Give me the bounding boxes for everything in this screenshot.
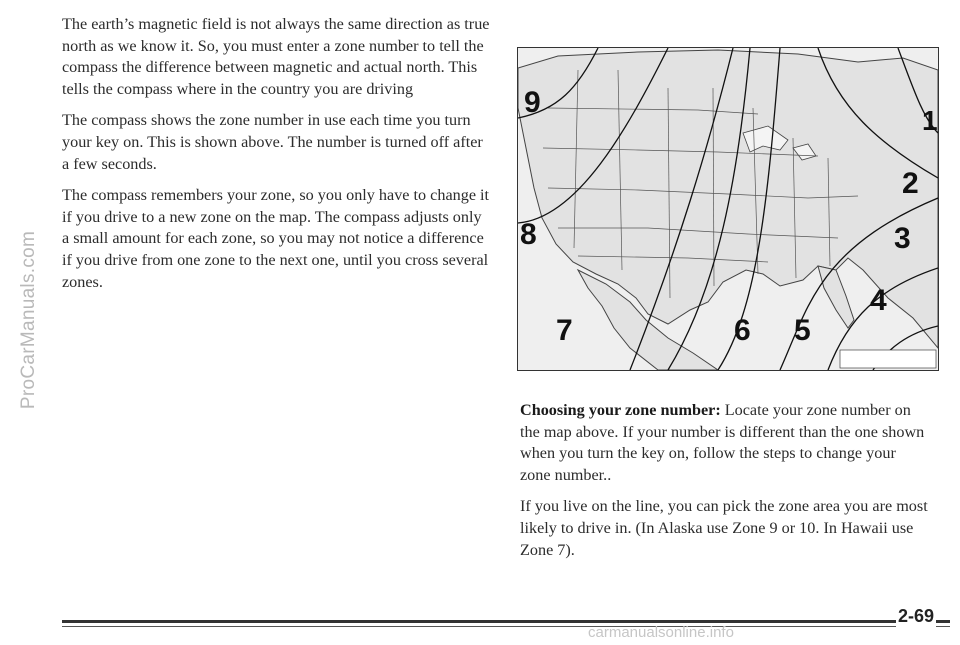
paragraph-magnetic-field: The earth’s magnetic field is not always the same direction as true north as we know it. So, you must enter a zone number to tell the compass the difference between magnetic and actual north. This tells the compass where in the country you are driving (62, 15, 490, 98)
footer-rule-thin (62, 626, 950, 627)
zone-label-2: 2 (902, 167, 919, 200)
choosing-zone-heading: Choosing your zone number: (520, 401, 721, 419)
zone-label-5: 5 (794, 314, 811, 347)
zone-label-9: 9 (524, 86, 541, 119)
side-watermark-text: ProCarManuals.com (18, 230, 39, 410)
florida (818, 266, 854, 328)
zone-label-3: 3 (894, 222, 911, 255)
page-number: 2-69 (898, 606, 935, 626)
footer-rule-thick (62, 620, 950, 623)
zone-label-8: 8 (520, 218, 537, 251)
right-column (520, 400, 930, 571)
zone-label-6: 6 (734, 314, 751, 347)
choosing-zone-text: Locate your zone number on the map above. If your number is different than the one shown when you turn the key on, follow the steps to change your zone number.. (520, 401, 925, 484)
side-watermark (14, 20, 44, 620)
paragraph-zone-memory: The compass remembers your zone, so you only have to change it if you drive to a new zone on the map. The compass adjusts only a small amount for each zone, so you may not notice a difference if you drive from one zone to the next one, until you cross several zones. (62, 186, 490, 291)
zone-label-4: 4 (870, 284, 887, 317)
paragraph-zone-display: The compass shows the zone number in use each time you turn your key on. This is shown above. The number is turned off after a few seconds. (62, 111, 483, 173)
map-legend-box (840, 350, 936, 368)
zone-label-1: 1 (922, 105, 938, 136)
zone-label-7: 7 (556, 314, 573, 347)
zone-map-graphic (518, 48, 938, 370)
paragraph-choosing-zone (520, 400, 930, 486)
left-column (62, 14, 492, 303)
compass-zone-map (517, 47, 939, 371)
paragraph-on-the-line: If you live on the line, you can pick the zone area you are most likely to drive in. (In Alaska use Zone 9 or 10. In Hawaii use Zone 7). (520, 497, 928, 559)
bottom-watermark: carmanualsonline.info (588, 624, 734, 641)
